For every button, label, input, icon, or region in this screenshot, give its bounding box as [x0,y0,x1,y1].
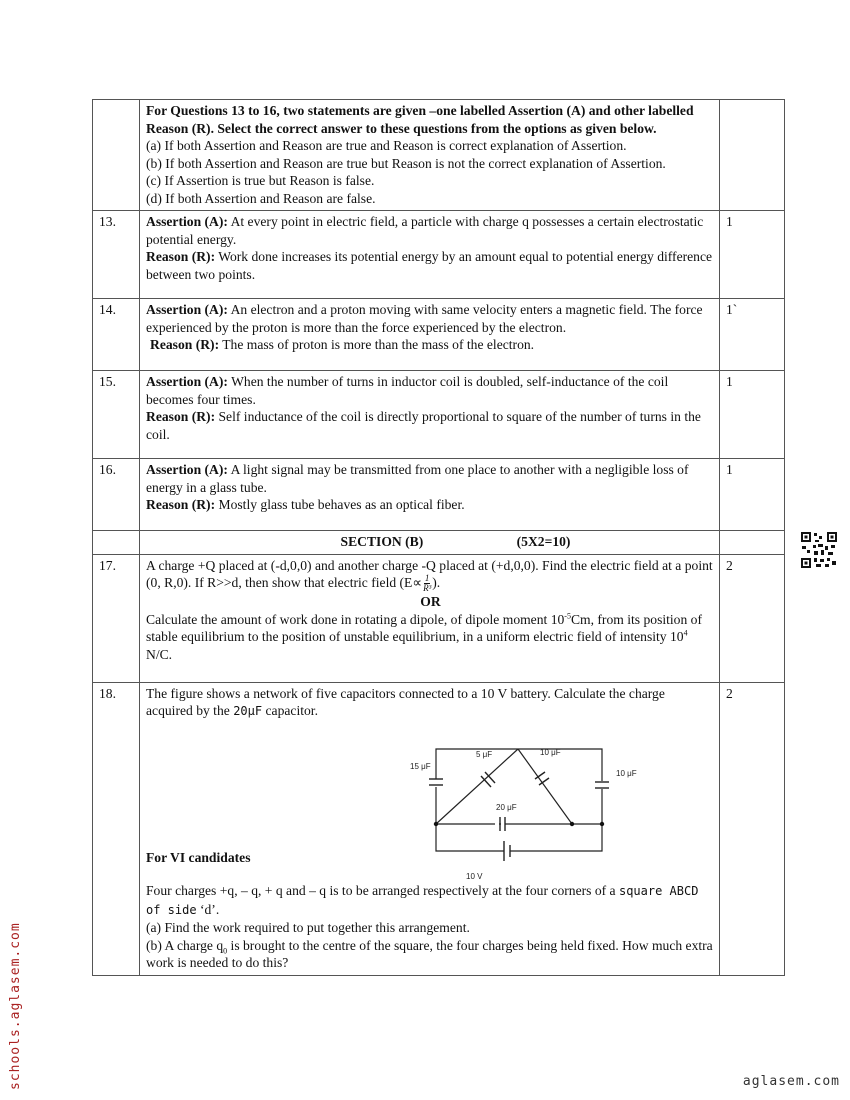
reason-label: Reason (R): [150,337,220,352]
or-divider: OR [420,594,441,610]
marks: 1 [720,371,785,459]
label-c15: 15 μF [410,761,431,771]
assertion-text: An electron and a proton moving with same velocity enters a magnetic field. The force experienced by the proton is more than the force experienced by the electron. [146,302,703,335]
watermark-left: schools.aglasem.com [8,922,23,1090]
option-c: (c) If Assertion is true but Reason is false. [146,173,375,188]
battery-wire-right [510,824,602,851]
vi-candidates-heading: For VI candidates [146,849,251,865]
battery-wire [436,824,504,851]
assertion-label: Assertion (A): [146,462,228,477]
qr-code-icon [800,531,838,569]
vi-text: Four charges +q, – q, + q and – q is to be arranged respectively at the four corners of a square ABCD of side ‘d’. [146,883,699,917]
question-number: 16. [93,459,140,531]
assertion-label: Assertion (A): [146,214,228,229]
reason-label: Reason (R): [146,497,216,512]
question-text [140,554,720,682]
reason-text: Mostly glass tube behaves as an optical fiber. [215,497,465,512]
question-number: 14. [93,299,140,371]
option-d: (d) If both Assertion and Reason are false. [146,190,376,206]
question-number: 13. [93,211,140,299]
label-c5: 5 μF [476,749,493,759]
reason-text: Work done increases its potential energy by an amount equal to potential energy difference between two points. [146,249,713,282]
question-number: 18. [93,682,140,975]
section-b-row [93,531,785,555]
section-title: SECTION (B) [340,534,424,549]
assertion-text: When the number of turns in inductor coil is doubled, self-inductance of the coil becomes four times. [146,374,669,407]
marks: 2 [720,682,785,975]
question-text [140,299,720,371]
label-c10b: 10 μF [616,768,637,778]
vi-part-b: (b) A charge $q_0$ is brought to the centre of the square, the four charges being held fixed. How much extra work is needed to do this? [146,937,713,970]
question-row-13 [93,211,785,299]
q17-part1: A charge +Q placed at (-d,0,0) and another charge -Q placed at (+d,0,0). Find the electric field at a point (0, R,0). If R>>d, then show that electric field (E∝ $\frac{1}{\text{R³}}$ ). [146,557,713,594]
label-c10a: 10 μF [540,747,561,757]
question-number: 15. [93,371,140,459]
marks: 1 [720,459,785,531]
question-text [140,211,720,299]
question-number: 17. [93,554,140,682]
outer-loop-wire [436,749,602,824]
marks: 1` [720,299,785,371]
question-row-16 [93,459,785,531]
fraction: $\frac{1}{\text{R³}}$ [423,573,432,594]
section-heading [140,531,720,555]
assertion-text: At every point in electric field, a particle with charge q possesses a certain electrostatic potential energy. [146,214,704,247]
assertion-label: Assertion (A): [146,302,228,317]
assertion-text: A light signal may be transmitted from one place to another with a negligible loss of energy in a glass tube. [146,462,689,495]
reason-label: Reason (R): [146,249,216,264]
option-b: (b) If both Assertion and Reason are true but Reason is not the correct explanation of Assertion. [146,155,666,171]
reason-text: Self inductance of the coil is directly proportional to square of the number of turns in the coil. [146,409,701,442]
marks: 1 [720,211,785,299]
instructions-cell [140,100,720,211]
q18-text: The figure shows a network of five capacitors connected to a 10 V battery. Calculate the charge acquired by the 20μF capacitor. [146,685,665,718]
diag-right-wire [518,749,572,824]
watermark-right: aglasem.com [742,1074,840,1089]
marks: 2 [720,554,785,682]
question-row-15 [93,371,785,459]
instructions-row [93,100,785,211]
question-row-17 [93,554,785,682]
question-text [140,682,720,975]
question-text [140,371,720,459]
q17-part2: Calculate the amount of work done in rotating a dipole, of dipole moment $10^{-5}Cm$, from its position of stable equilibrium to the position of unstable equilibrium, in a uniform electric field of intensity $10^4$ N/C. [146,611,703,662]
option-a: (a) If both Assertion and Reason are true and Reason is correct explanation of Assertion. [146,138,627,153]
reason-label: Reason (R): [146,409,216,424]
reason-text: The mass of proton is more than the mass of the electron. [219,337,535,352]
diag-left-wire [436,749,518,824]
instructions-heading: For Questions 13 to 16, two statements are given –one labelled Assertion (A) and other labelled Reason (R). Select the correct answer to these questions from the options as given below. [146,103,694,136]
section-marks: (5X2=10) [516,534,571,549]
assertion-label: Assertion (A): [146,374,228,389]
question-table [92,99,785,976]
label-battery: 10 V [466,871,483,881]
question-row-18 [93,682,785,975]
question-row-14 [93,299,785,371]
label-c20: 20 μF [496,802,517,812]
vi-part-a: (a) Find the work required to put together this arrangement. [146,920,470,935]
question-text [140,459,720,531]
cap-10a-plate [539,778,549,785]
